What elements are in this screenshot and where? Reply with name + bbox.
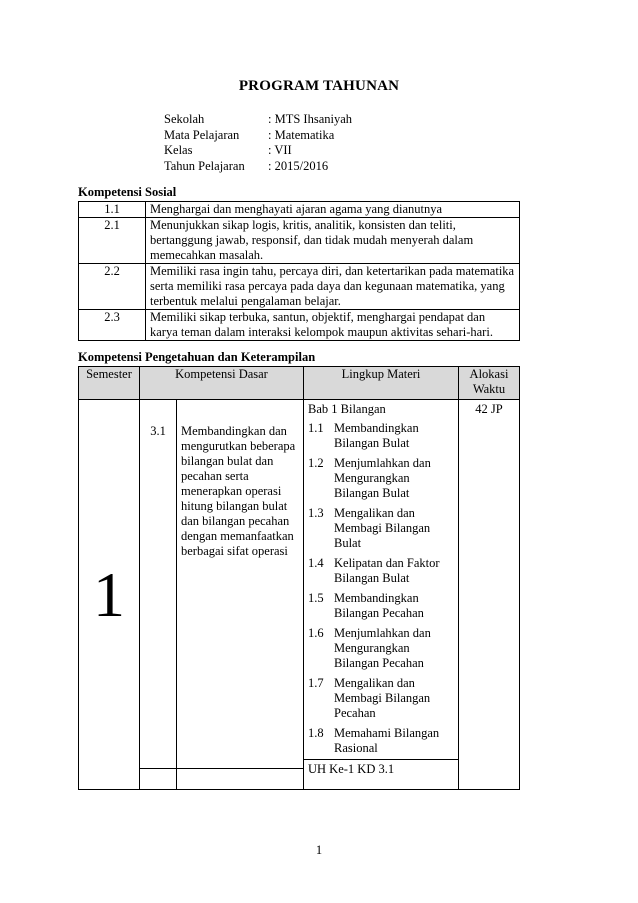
header-lingkup-materi: Lingkup Materi: [304, 367, 459, 400]
lingkup-materi-cell: [304, 400, 459, 790]
info-row: [164, 112, 352, 128]
document-title: PROGRAM TAHUNAN: [238, 78, 400, 94]
info-value: : Matematika: [268, 127, 335, 142]
materi-item: [308, 421, 454, 451]
materi-number: 1.2: [308, 456, 324, 470]
materi-text: Mengalikan dan Membagi Bilangan Pecahan: [334, 676, 431, 720]
info-row: [164, 128, 352, 144]
bab-title: Bab 1 Bilangan: [308, 402, 386, 416]
info-row: [164, 143, 352, 159]
materi-number: 1.6: [308, 626, 324, 640]
page-number: 1: [315, 843, 323, 857]
alokasi-waktu-value: 42 JP: [459, 400, 520, 790]
materi-number: 1.1: [308, 421, 324, 435]
materi-text: Memahami Bilangan Rasional: [334, 726, 440, 755]
info-key: Sekolah: [164, 112, 205, 126]
materi-text: Mengalikan dan Membagi Bilangan Bulat: [334, 506, 431, 550]
kd-description: Menghargai dan menghayati ajaran agama yang dianutnya: [146, 202, 520, 218]
materi-number: 1.7: [308, 676, 324, 690]
semester-number: 1: [79, 400, 140, 790]
info-row: [164, 159, 352, 175]
info-value: : VII: [268, 143, 292, 157]
materi-text: Menjumlahkan dan Mengurangkan Bilangan Bulat: [334, 456, 431, 500]
table-row: [79, 400, 520, 769]
kd-description: Memiliki rasa ingin tahu, percaya diri, dan ketertarikan pada matematika serta memiliki rasa percaya pada daya dan kegunaan matematika, yang terbentuk melalui pengalaman belajar.: [146, 264, 520, 310]
kd-description: Memiliki sikap terbuka, santun, objektif, menghargai pendapat dan karya teman dalam interaksi kelompok maupun aktivitas sehari-hari.: [146, 310, 520, 341]
info-key: Tahun Pelajaran: [164, 158, 245, 173]
table-row: [79, 202, 520, 218]
materi-item: [308, 556, 454, 586]
materi-item: [308, 456, 454, 501]
table-row: [79, 264, 520, 310]
ulangan-harian-label: UH Ke-1 KD 3.1: [304, 759, 458, 780]
materi-item: [308, 726, 454, 756]
info-value: : 2015/2016: [268, 158, 329, 173]
info-value: : MTS Ihsaniyah: [268, 112, 353, 126]
info-key: Kelas: [164, 143, 193, 157]
kd-number: 2.3: [79, 310, 146, 341]
table-row: [79, 310, 520, 341]
materi-text: Menjumlahkan dan Mengurangkan Bilangan Pecahan: [334, 626, 431, 670]
table-header-row: [79, 367, 520, 400]
materi-text: Membandingkan Bilangan Bulat: [334, 421, 419, 450]
kd-number: 1.1: [79, 202, 146, 218]
materi-number: 1.4: [308, 556, 324, 570]
materi-item: [308, 626, 454, 671]
empty-cell: [177, 769, 304, 790]
section-heading-kompetensi-pengetahuan: Kompetensi Pengetahuan dan Keterampilan: [78, 350, 316, 364]
materi-number: 1.8: [308, 726, 324, 740]
info-key: Mata Pelajaran: [164, 127, 240, 142]
kompetensi-pengetahuan-table: [78, 366, 520, 790]
kd-description: Membandingkan dan mengurutkan beberapa bilangan bulat dan pecahan serta menerapkan operasi hitung bilangan bulat dan bilangan pecahan dengan memanfaatkan berbagai sifat operasi: [177, 400, 304, 769]
empty-cell: [140, 769, 177, 790]
materi-text: Kelipatan dan Faktor Bilangan Bulat: [334, 556, 440, 585]
table-row: [79, 218, 520, 264]
kd-description: Menunjukkan sikap logis, kritis, analitik, konsisten dan teliti, bertanggung jawab, responsif, dan tidak mudah menyerah dalam memecahkan masalah.: [146, 218, 520, 264]
section-heading-kompetensi-sosial: Kompetensi Sosial: [78, 185, 177, 199]
header-alokasi-waktu: Alokasi Waktu: [459, 367, 520, 400]
kd-number: 2.2: [79, 264, 146, 310]
kompetensi-sosial-table: [78, 201, 520, 341]
kd-number: 2.1: [79, 218, 146, 264]
materi-number: 1.3: [308, 506, 324, 520]
materi-item: [308, 506, 454, 551]
header-kompetensi-dasar: Kompetensi Dasar: [140, 367, 304, 400]
materi-item: [308, 591, 454, 621]
school-info: [164, 112, 352, 174]
materi-number: 1.5: [308, 591, 324, 605]
kd-number: 3.1: [140, 400, 177, 769]
materi-text: Membandingkan Bilangan Pecahan: [334, 591, 424, 620]
materi-item: [308, 676, 454, 721]
header-semester: Semester: [79, 367, 140, 400]
